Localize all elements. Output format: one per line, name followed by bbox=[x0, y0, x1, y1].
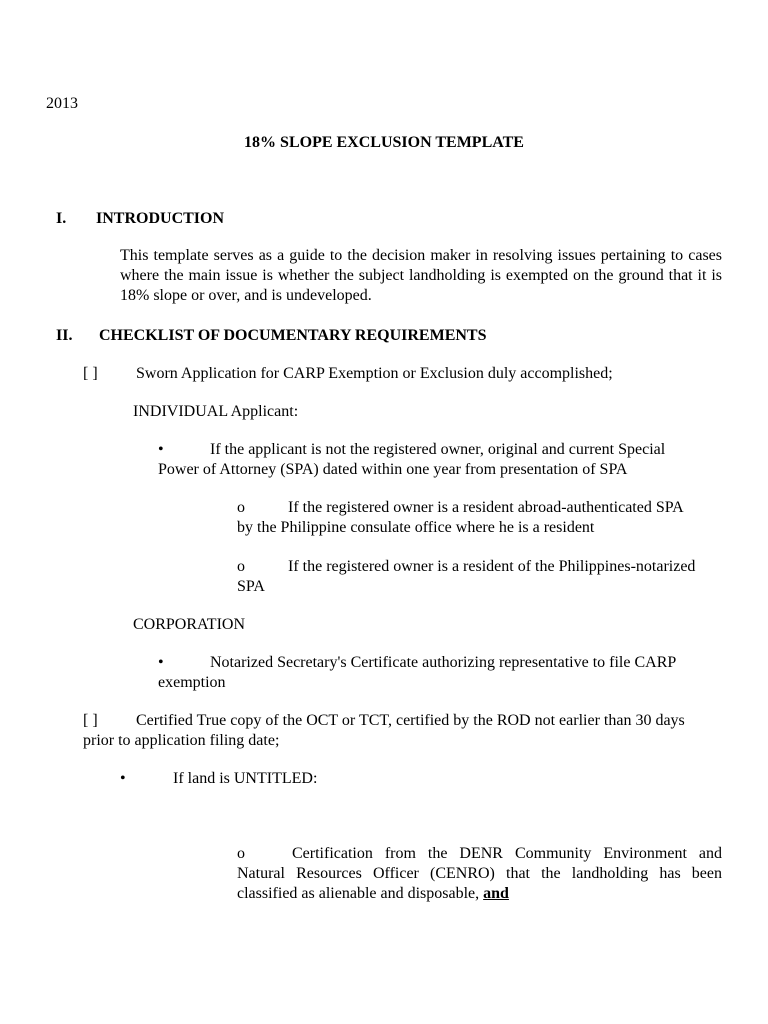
bullet-marker: • bbox=[120, 770, 126, 787]
cenro-rest: Natural Resources Officer (CENRO) that the landholding has been classified as alienable and disposable, bbox=[237, 865, 722, 902]
introduction-paragraph: This template serves as a guide to the decision maker in resolving issues pertaining to cases where the main issue is whether the subject landholding is exempted on the ground that it is 18% slope or over, and is undeveloped. bbox=[120, 247, 722, 304]
bullet-marker: • bbox=[158, 654, 164, 671]
item-2-line-2: prior to application filing date; bbox=[83, 732, 280, 749]
bullet-marker: • bbox=[158, 441, 164, 458]
corporation-bullet-line-1: Notarized Secretary's Certificate authorizing representative to file CARP bbox=[210, 654, 677, 671]
corporation-label: CORPORATION bbox=[133, 616, 246, 633]
cenro-paragraph bbox=[237, 844, 722, 904]
corporation-bullet-line-2: exemption bbox=[158, 674, 226, 691]
sub-marker: o bbox=[237, 558, 245, 575]
sub-item-1-line-2: by the Philippine consulate office where he is a resident bbox=[237, 519, 595, 536]
individual-bullet-line-1: If the applicant is not the registered owner, original and current Special bbox=[210, 441, 666, 458]
individual-bullet-line-2: Power of Attorney (SPA) dated within one year from presentation of SPA bbox=[158, 461, 628, 478]
item-1-text: Sworn Application for CARP Exemption or Exclusion duly accomplished; bbox=[136, 365, 613, 382]
section-2-heading: CHECKLIST OF DOCUMENTARY REQUIREMENTS bbox=[99, 327, 487, 344]
checkbox-item-1: [ ] bbox=[83, 365, 98, 382]
item-2-line-1: Certified True copy of the OCT or TCT, certified by the ROD not earlier than 30 days bbox=[136, 712, 685, 729]
sub-item-2-line-1: If the registered owner is a resident of the Philippines-notarized bbox=[288, 558, 696, 575]
document-year: 2013 bbox=[46, 95, 78, 112]
individual-label: INDIVIDUAL Applicant: bbox=[133, 403, 299, 420]
sub-marker: o bbox=[237, 499, 245, 516]
sub-item-1-line-1: If the registered owner is a resident abroad-authenticated SPA bbox=[288, 499, 684, 516]
sub-item-2-line-2: SPA bbox=[237, 578, 265, 595]
document-title: 18% SLOPE EXCLUSION TEMPLATE bbox=[244, 134, 524, 151]
untitled-label: If land is UNTITLED: bbox=[173, 770, 318, 787]
cenro-lead: Certification from the DENR Community Environment and bbox=[292, 845, 722, 862]
checkbox-item-2: [ ] bbox=[83, 712, 98, 729]
section-1-heading: INTRODUCTION bbox=[96, 210, 225, 227]
section-2-number: II. bbox=[56, 327, 73, 344]
sub-marker: o bbox=[237, 845, 245, 862]
section-1-number: I. bbox=[56, 210, 67, 227]
cenro-and: and bbox=[483, 885, 509, 902]
